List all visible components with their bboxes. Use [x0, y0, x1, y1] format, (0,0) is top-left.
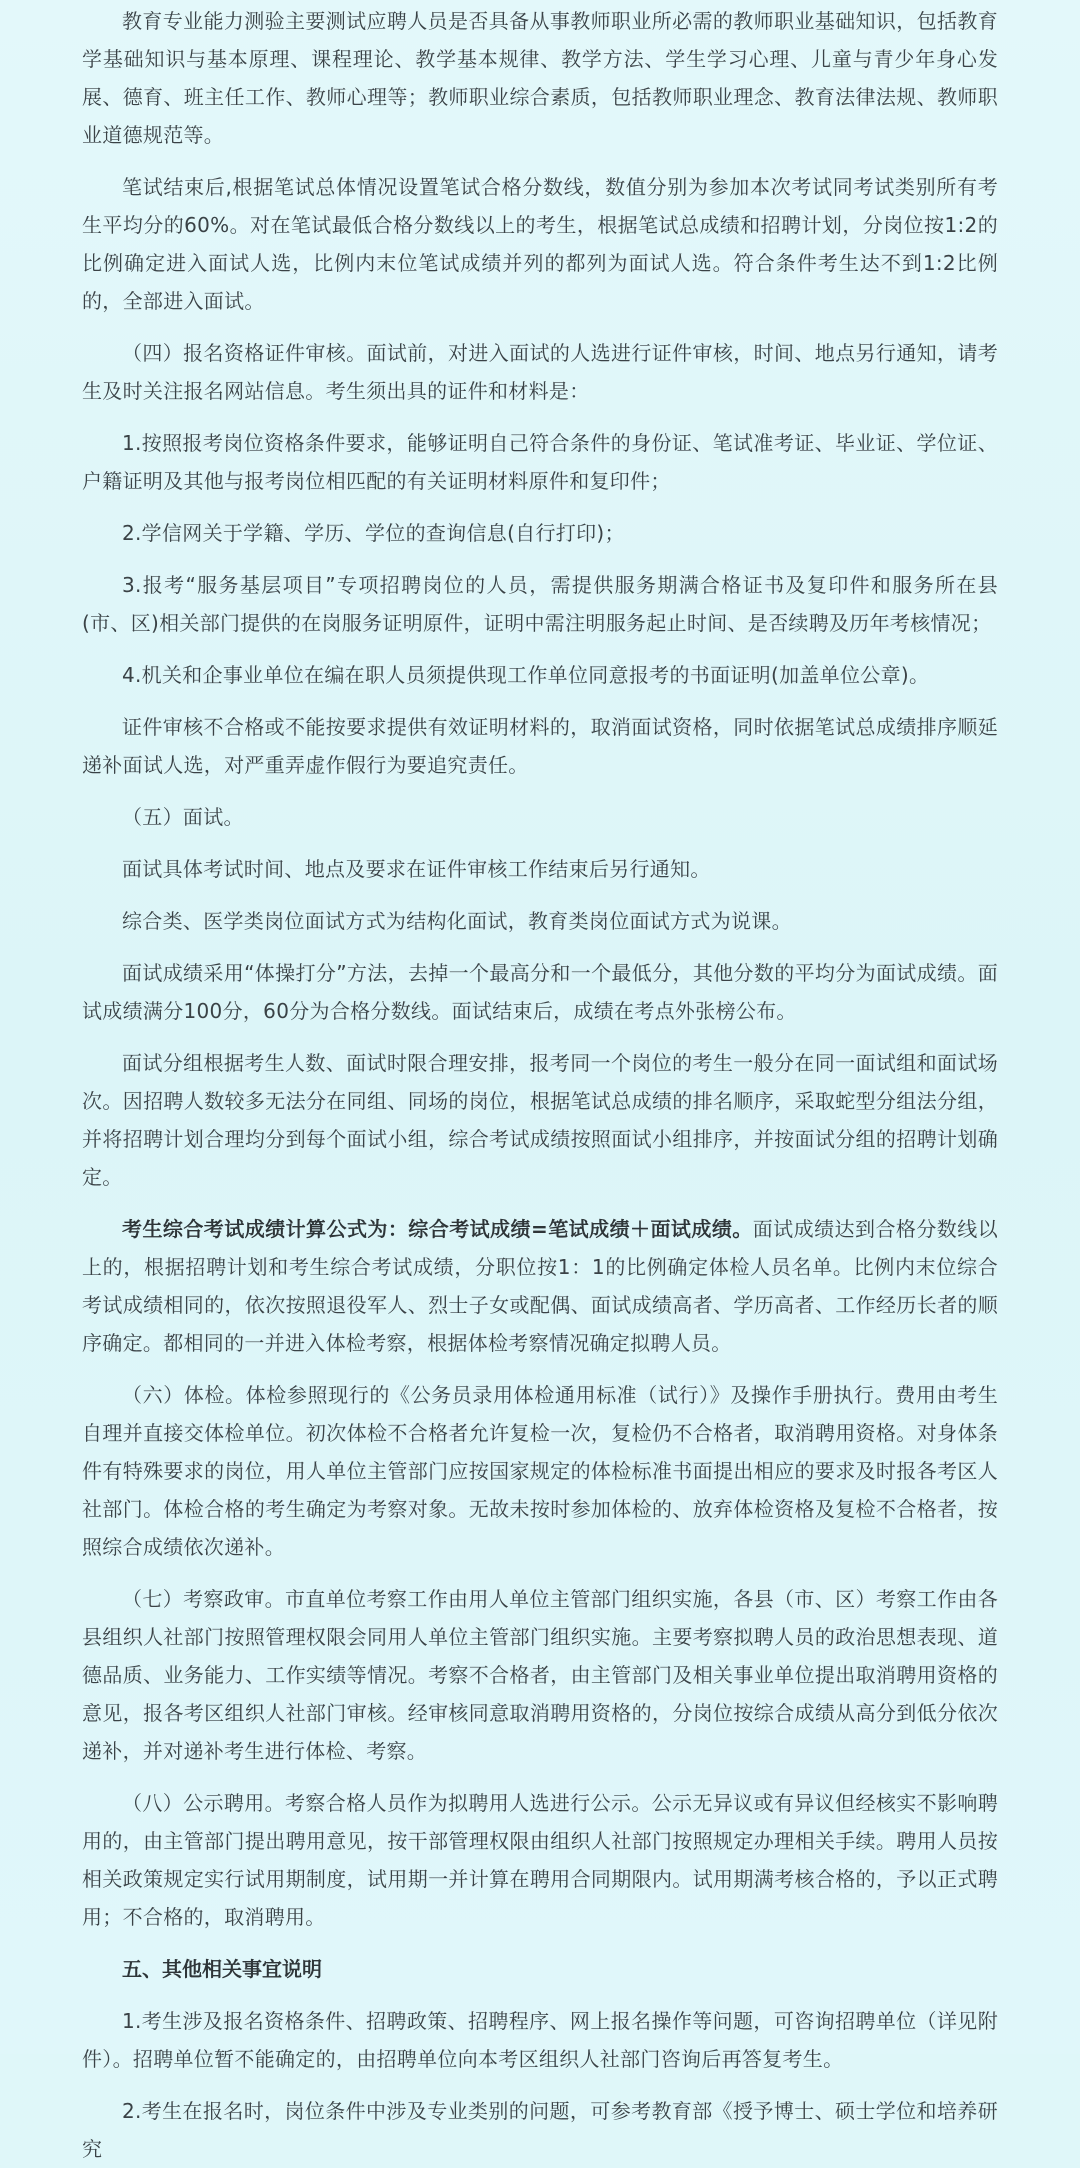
paragraph-interview-format: 综合类、医学类岗位面试方式为结构化面试，教育类岗位面试方式为说课。: [122, 909, 792, 933]
paragraph-interview-grouping: 面试分组根据考生人数、面试时限合理安排，报考同一个岗位的考生一般分在同一面试组和面试场次。因招聘人数较多无法分在同组、同场的岗位，根据笔试总成绩的排名顺序，采取蛇型分组法分组，并将招聘计划合理均分到每个面试小组，综合考试成绩按照面试小组排序，并按面试分组的招聘计划确定。: [82, 1051, 998, 1189]
list-item-major-category: 2.考生在报名时，岗位条件中涉及专业类别的问题，可参考教育部《授予博士、硕士学位和培养研究: [82, 2099, 998, 2161]
composite-score-formula: 考生综合考试成绩计算公式为：综合考试成绩=笔试成绩＋面试成绩。: [122, 1217, 753, 1241]
list-item-consultation: 1.考生涉及报名资格条件、招聘政策、招聘程序、网上报名操作等问题，可咨询招聘单位（详见附件）。招聘单位暂不能确定的，由招聘单位向本考区组织人社部门咨询后再答复考生。: [82, 2009, 998, 2071]
paragraph-interview-time: 面试具体考试时间、地点及要求在证件审核工作结束后另行通知。: [122, 857, 711, 881]
paragraph-section-4-qualification-review: （四）报名资格证件审核。面试前，对进入面试的人选进行证件审核，时间、地点另行通知，请考生及时关注报名网站信息。考生须出具的证件和材料是：: [82, 341, 998, 403]
paragraph-section-6-physical-exam: （六）体检。体检参照现行的《公务员录用体检通用标准（试行）》及操作手册执行。费用由考生自理并直接交体检单位。初次体检不合格者允许复检一次，复检仍不合格者，取消聘用资格。对身体条件有特殊要求的岗位，用人单位主管部门应按国家规定的体检标准书面提出相应的要求及时报各考区人社部门。体检合格的考生确定为考察对象。无故未按时参加体检的、放弃体检资格及复检不合格者，按照综合成绩依次递补。: [82, 1383, 998, 1559]
paragraph-section-8-public-notice: （八）公示聘用。考察合格人员作为拟聘用人选进行公示。公示无异议或有异议但经核实不影响聘用的，由主管部门提出聘用意见，按干部管理权限由组织人社部门按照规定办理相关手续。聘用人员按相关政策规定实行试用期制度，试用期一并计算在聘用合同期限内。试用期满考核合格的，予以正式聘用；不合格的，取消聘用。: [82, 1791, 998, 1929]
paragraph-review-failure: 证件审核不合格或不能按要求提供有效证明材料的，取消面试资格，同时依据笔试总成绩排序顺延递补面试人选，对严重弄虚作假行为要追究责任。: [82, 715, 998, 777]
composite-score-details: 面试成绩达到合格分数线以上的，根据招聘计划和考生综合考试成绩，分职位按1：1的比例确定体检人员名单。比例内末位综合考试成绩相同的，依次按照退役军人、烈士子女或配偶、面试成绩高者、学历高者、工作经历长者的顺序确定。都相同的一并进入体检考察，根据体检考察情况确定拟聘人员。: [82, 1217, 998, 1355]
paragraph-written-exam-passline: 笔试结束后,根据笔试总体情况设置笔试合格分数线，数值分别为参加本次考试同考试类别所有考生平均分的60%。对在笔试最低合格分数线以上的考生，根据笔试总成绩和招聘计划，分岗位按1:2的比例确定进入面试人选，比例内末位笔试成绩并列的都列为面试人选。符合条件考生达不到1:2比例的，全部进入面试。: [82, 175, 998, 313]
list-item-4-employer-consent: 4.机关和企事业单位在编在职人员须提供现工作单位同意报考的书面证明(加盖单位公章)。: [122, 663, 930, 687]
paragraph-teacher-ability-test: 教育专业能力测验主要测试应聘人员是否具备从事教师职业所必需的教师职业基础知识，包括教育学基础知识与基本原理、课程理论、教学基本规律、教学方法、学生学习心理、儿童与青少年身心发展、德育、班主任工作、教师心理等；教师职业综合素质，包括教师职业理念、教育法律法规、教师职业道德规范等。: [82, 9, 998, 147]
list-item-3-grassroots-service: 3.报考“服务基层项目”专项招聘岗位的人员，需提供服务期满合格证书及复印件和服务所在县(市、区)相关部门提供的在岗服务证明原件，证明中需注明服务起止时间、是否续聘及历年考核情况；: [82, 573, 998, 635]
list-item-2-chsi-info: 2.学信网关于学籍、学历、学位的查询信息(自行打印)；: [122, 521, 625, 545]
paragraph-section-7-political-review: （七）考察政审。市直单位考察工作由用人单位主管部门组织实施，各县（市、区）考察工作由各县组织人社部门按照管理权限会同用人单位主管部门组织实施。主要考察拟聘人员的政治思想表现、道德品质、业务能力、工作实绩等情况。考察不合格者，由主管部门及相关事业单位提出取消聘用资格的意见，报各考区组织人社部门审核。经审核同意取消聘用资格的，分岗位按综合成绩从高分到低分依次递补，并对递补考生进行体检、考察。: [82, 1587, 998, 1763]
paragraph-section-5-interview: （五）面试。: [122, 805, 244, 829]
paragraph-composite-score: [82, 1210, 998, 1362]
paragraph-interview-scoring: 面试成绩采用“体操打分”方法，去掉一个最高分和一个最低分，其他分数的平均分为面试成绩。面试成绩满分100分，60分为合格分数线。面试结束后，成绩在考点外张榜公布。: [82, 961, 998, 1023]
list-item-1-documents: 1.按照报考岗位资格条件要求，能够证明自己符合条件的身份证、笔试准考证、毕业证、学位证、户籍证明及其他与报考岗位相匹配的有关证明材料原件和复印件；: [82, 431, 998, 493]
section-heading-5-other-matters: 五、其他相关事宜说明: [122, 1957, 322, 1981]
